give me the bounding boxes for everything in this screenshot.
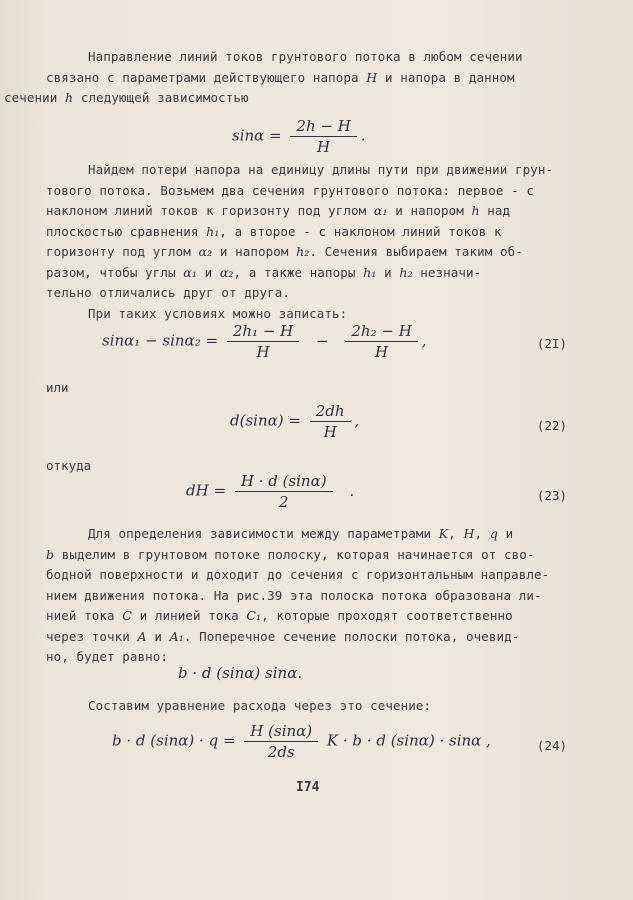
text: над	[487, 203, 511, 218]
paragraph-1	[4, 47, 566, 109]
numerator: H (sinα)	[244, 722, 318, 742]
text: и	[505, 526, 514, 541]
variable-h: h	[65, 90, 74, 105]
text: ,	[474, 526, 483, 541]
text: и	[384, 264, 392, 280]
eq-rhs: K · b · d (sinα) · sinα ,	[326, 731, 491, 750]
text: бодной поверхности и доходит до сечения с горизонтальным направле-	[46, 567, 550, 582]
fraction	[244, 722, 318, 761]
variable-h1: h₁	[363, 264, 377, 280]
variable-H: H	[463, 526, 475, 541]
variable-C: C	[122, 608, 132, 623]
eq-lhs: dH =	[186, 481, 227, 500]
text: наклоном линий токов к горизонту под углом	[46, 203, 367, 218]
equation-number-21: (2I)	[536, 336, 567, 351]
variable-H: H	[366, 69, 378, 85]
variable-K: K	[438, 526, 449, 541]
denominator: H	[375, 343, 389, 361]
numerator: 2h₁ − H	[227, 322, 299, 342]
text: , а второе - с наклоном линий токов к	[219, 223, 502, 239]
text: и напором	[219, 244, 289, 259]
variable-h2: h₂	[399, 264, 413, 280]
text: При таких условиях можно записать:	[88, 305, 348, 321]
numerator: 2dh	[310, 402, 351, 422]
variable-alpha2: α₂	[198, 244, 213, 259]
eq-tail: ,	[421, 331, 427, 350]
text: Направление линий токов грунтового потока в любом сечении	[88, 49, 523, 64]
numerator: H · d (sinα)	[235, 472, 333, 492]
equation-22	[230, 402, 359, 441]
equation-number-22: (22)	[536, 418, 567, 433]
denominator: H	[323, 423, 337, 441]
text: Для определения зависимости между параметрами	[88, 526, 432, 541]
variable-q: q	[489, 526, 498, 541]
text: и напора в данном	[384, 69, 515, 85]
text: плоскостью сравнения	[46, 223, 199, 239]
text: , а также напоры	[233, 264, 356, 280]
fraction	[310, 402, 351, 441]
equation-21	[102, 322, 427, 361]
equation-sin-alpha	[232, 117, 366, 156]
page-number: I74	[296, 780, 320, 795]
variable-alpha2: α₂	[219, 264, 234, 280]
text: и	[204, 264, 213, 280]
text: связано с параметрами действующего напора	[46, 69, 359, 85]
paragraph-2	[46, 160, 566, 324]
equation-number-24: (24)	[536, 738, 567, 753]
equation-24	[112, 722, 491, 761]
text: ,	[448, 526, 456, 541]
eq-tail: .	[360, 126, 366, 145]
variable-alpha1: α₁	[183, 264, 197, 280]
equation-cross-section	[178, 664, 302, 682]
text: и	[154, 628, 162, 644]
denominator: 2ds	[267, 743, 295, 761]
eq-minus: −	[316, 331, 329, 350]
equation-number-23: (23)	[536, 488, 567, 503]
numerator: 2h₂ − H	[345, 322, 417, 342]
variable-b: b	[46, 546, 55, 562]
text: нией тока	[46, 608, 115, 623]
variable-A1: A₁	[169, 628, 184, 644]
text: но, будет равно:	[46, 649, 169, 664]
text: горизонту под углом	[46, 244, 191, 259]
variable-h2: h₂	[296, 244, 310, 259]
denominator: H	[256, 343, 270, 361]
fraction	[235, 472, 333, 511]
text: нием движения потока. На рис.39 эта полоска потока образована ли-	[46, 587, 542, 603]
eq-tail: ,	[354, 411, 360, 430]
eq-lhs: d(sinα) =	[230, 411, 301, 430]
text: Найдем потери напора на единицу длины пути при движении грун-	[88, 162, 554, 177]
text: тового потока. Возьмем два сечения грунтового потока: первое - с	[46, 182, 535, 198]
text: и напором	[395, 203, 464, 218]
denominator: H	[317, 138, 331, 156]
word-whence: откуда	[46, 458, 92, 473]
text: Составим уравнение расхода через это сечение:	[88, 698, 432, 713]
variable-A: A	[137, 628, 147, 644]
eq-lhs: sinα =	[232, 126, 282, 145]
variable-C1: C₁	[246, 608, 262, 623]
eq-tail: .	[349, 481, 355, 500]
word-or: или	[46, 380, 69, 395]
numerator: 2h − H	[290, 117, 356, 137]
text: незначи-	[420, 264, 482, 280]
text: . Поперечное сечение полоски потока, очевид-	[183, 628, 520, 644]
text: и линией тока	[139, 608, 239, 623]
text: через точки	[46, 628, 130, 644]
fraction	[345, 322, 417, 361]
paragraph-3	[46, 524, 566, 668]
denominator: 2	[278, 493, 289, 511]
eq-expression: b · d (sinα) sinα.	[178, 664, 303, 682]
text: следующей зависимостью	[80, 90, 249, 105]
text: разом, чтобы углы	[46, 264, 176, 280]
eq-lhs: sinα₁ − sinα₂ =	[102, 331, 219, 350]
eq-lhs: b · d (sinα) · q =	[112, 731, 236, 750]
variable-h1: h₁	[206, 223, 220, 239]
text: , которые проходят соответственно	[261, 608, 513, 623]
fraction	[290, 117, 356, 156]
fraction	[227, 322, 299, 361]
variable-h: h	[471, 203, 480, 218]
text: . Сечения выбираем таким об-	[309, 244, 523, 259]
variable-alpha1: α₁	[373, 203, 388, 218]
text: сечении	[4, 90, 58, 105]
equation-23	[186, 472, 354, 511]
paragraph-4	[46, 696, 566, 717]
text: тельно отличались друг от друга.	[46, 285, 291, 300]
text: выделим в грунтовом потоке полоску, которая начинается от сво-	[61, 546, 535, 562]
